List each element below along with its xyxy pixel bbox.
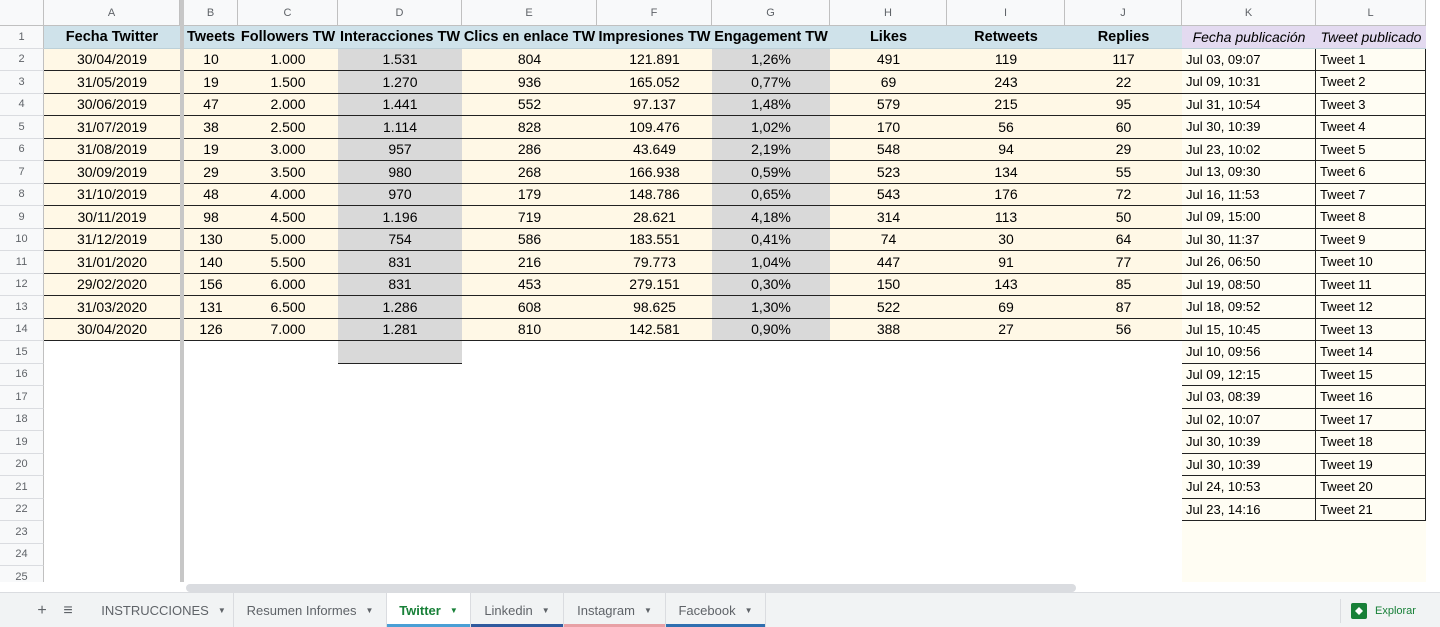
header-cell[interactable]: Fecha Twitter	[44, 26, 180, 49]
data-cell[interactable]: 77	[1065, 251, 1182, 274]
data-cell[interactable]: 29	[184, 161, 238, 184]
sheet-tab-facebook[interactable]	[666, 593, 766, 627]
data-cell[interactable]: 0,59%	[712, 161, 830, 184]
data-cell[interactable]: 47	[184, 94, 238, 117]
data-cell[interactable]: 31/08/2019	[44, 139, 180, 162]
column-header-c[interactable]: C	[238, 0, 338, 26]
data-cell[interactable]: 29/02/2020	[44, 274, 180, 297]
tweet-name-cell[interactable]: Tweet 10	[1316, 251, 1426, 274]
tab-menu-caret-icon[interactable]: ▼	[643, 606, 652, 615]
tweet-date-cell[interactable]: Jul 09, 10:31	[1182, 71, 1316, 94]
data-cell[interactable]: 98.625	[597, 296, 712, 319]
row-header[interactable]: 25	[0, 566, 44, 582]
row-header[interactable]: 20	[0, 454, 44, 477]
data-cell[interactable]: 148.786	[597, 184, 712, 207]
data-cell[interactable]: 491	[830, 49, 947, 72]
row-header[interactable]: 17	[0, 386, 44, 409]
column-header-j[interactable]: J	[1065, 0, 1182, 26]
select-all-corner[interactable]	[0, 0, 44, 26]
data-cell[interactable]: 30/11/2019	[44, 206, 180, 229]
data-cell[interactable]: 69	[947, 296, 1065, 319]
sheet-tab-instagram[interactable]	[564, 593, 666, 627]
data-cell[interactable]: 1,30%	[712, 296, 830, 319]
tweet-date-cell[interactable]: Jul 15, 10:45	[1182, 319, 1316, 342]
tweet-name-cell[interactable]: Tweet 17	[1316, 409, 1426, 432]
data-cell[interactable]: 140	[184, 251, 238, 274]
data-cell[interactable]: 30/09/2019	[44, 161, 180, 184]
tweet-name-cell[interactable]: Tweet 11	[1316, 274, 1426, 297]
tab-menu-caret-icon[interactable]: ▼	[541, 606, 550, 615]
data-cell[interactable]: 29	[1065, 139, 1182, 162]
sheet-tab-label: Linkedin	[484, 603, 533, 618]
tweet-name-cell[interactable]: Tweet 20	[1316, 476, 1426, 499]
tweet-name-cell[interactable]: Tweet 1	[1316, 49, 1426, 72]
row-header[interactable]: 18	[0, 409, 44, 432]
data-cell[interactable]: 523	[830, 161, 947, 184]
tab-menu-caret-icon[interactable]: ▼	[217, 606, 226, 615]
data-cell[interactable]: 134	[947, 161, 1065, 184]
data-cell[interactable]: 1.531	[338, 49, 462, 72]
data-cell[interactable]: 0,90%	[712, 319, 830, 342]
sheet-tab-label: Twitter	[399, 603, 441, 618]
tweet-name-cell[interactable]: Tweet 3	[1316, 94, 1426, 117]
data-cell[interactable]: 72	[1065, 184, 1182, 207]
tweet-name-cell[interactable]: Tweet 15	[1316, 364, 1426, 387]
tweet-date-cell[interactable]: Jul 23, 14:16	[1182, 499, 1316, 522]
tweet-name-cell[interactable]: Tweet 6	[1316, 161, 1426, 184]
data-cell[interactable]: 5.500	[238, 251, 338, 274]
frozen-column-divider[interactable]	[180, 0, 184, 582]
row-header[interactable]: 6	[0, 139, 44, 162]
data-cell[interactable]: 143	[947, 274, 1065, 297]
data-cell[interactable]: 31/07/2019	[44, 116, 180, 139]
data-cell[interactable]: 183.551	[597, 229, 712, 252]
data-cell[interactable]: 522	[830, 296, 947, 319]
tweet-date-cell[interactable]: Jul 03, 09:07	[1182, 49, 1316, 72]
data-cell[interactable]: 0,30%	[712, 274, 830, 297]
tweet-date-cell[interactable]: Jul 30, 10:39	[1182, 454, 1316, 477]
data-cell[interactable]: 4.000	[238, 184, 338, 207]
data-cell[interactable]: 22	[1065, 71, 1182, 94]
data-cell[interactable]: 95	[1065, 94, 1182, 117]
header-cell[interactable]: Likes	[830, 26, 947, 49]
data-cell[interactable]: 548	[830, 139, 947, 162]
data-cell[interactable]: 113	[947, 206, 1065, 229]
row-header[interactable]: 11	[0, 251, 44, 274]
column-header-l[interactable]: L	[1316, 0, 1426, 26]
header-cell[interactable]: Tweet publicado	[1316, 26, 1426, 49]
tab-menu-caret-icon[interactable]: ▼	[744, 606, 753, 615]
data-cell[interactable]: 447	[830, 251, 947, 274]
data-cell[interactable]: 121.891	[597, 49, 712, 72]
row-header[interactable]: 10	[0, 229, 44, 252]
data-cell[interactable]: 1.286	[338, 296, 462, 319]
data-cell[interactable]: 91	[947, 251, 1065, 274]
data-cell[interactable]: 50	[1065, 206, 1182, 229]
data-cell[interactable]: 4.500	[238, 206, 338, 229]
tweet-date-cell[interactable]: Jul 18, 09:52	[1182, 296, 1316, 319]
data-cell[interactable]: 170	[830, 116, 947, 139]
data-cell[interactable]: 2,19%	[712, 139, 830, 162]
data-cell[interactable]: 130	[184, 229, 238, 252]
row-header[interactable]: 7	[0, 161, 44, 184]
data-cell[interactable]: 586	[462, 229, 597, 252]
tweet-name-cell[interactable]: Tweet 12	[1316, 296, 1426, 319]
header-cell[interactable]: Impresiones TW	[597, 26, 712, 49]
data-cell[interactable]: 1,02%	[712, 116, 830, 139]
data-cell[interactable]: 1,04%	[712, 251, 830, 274]
data-cell[interactable]: 243	[947, 71, 1065, 94]
data-cell[interactable]: 552	[462, 94, 597, 117]
data-cell[interactable]: 1,26%	[712, 49, 830, 72]
data-cell[interactable]: 85	[1065, 274, 1182, 297]
data-cell[interactable]: 6.500	[238, 296, 338, 319]
tweet-name-cell[interactable]: Tweet 4	[1316, 116, 1426, 139]
sheet-tab-instrucciones[interactable]	[94, 593, 234, 627]
tweet-name-cell[interactable]: Tweet 7	[1316, 184, 1426, 207]
tweet-date-cell[interactable]: Jul 19, 08:50	[1182, 274, 1316, 297]
row-header[interactable]: 21	[0, 476, 44, 499]
data-cell[interactable]: 216	[462, 251, 597, 274]
column-header-k[interactable]: K	[1182, 0, 1316, 26]
data-cell[interactable]: 453	[462, 274, 597, 297]
data-cell[interactable]: 5.000	[238, 229, 338, 252]
header-cell[interactable]: Engagement TW	[712, 26, 830, 49]
data-cell[interactable]: 142.581	[597, 319, 712, 342]
data-cell[interactable]: 810	[462, 319, 597, 342]
data-cell[interactable]: 3.500	[238, 161, 338, 184]
tweet-date-cell[interactable]: Jul 24, 10:53	[1182, 476, 1316, 499]
data-cell[interactable]: 150	[830, 274, 947, 297]
data-cell[interactable]: 19	[184, 71, 238, 94]
data-cell[interactable]: 56	[1065, 319, 1182, 342]
data-cell[interactable]: 60	[1065, 116, 1182, 139]
data-cell[interactable]: 936	[462, 71, 597, 94]
data-cell[interactable]: 388	[830, 319, 947, 342]
data-cell[interactable]: 98	[184, 206, 238, 229]
data-cell[interactable]: 97.137	[597, 94, 712, 117]
row-header[interactable]: 16	[0, 364, 44, 387]
data-cell[interactable]: 2.500	[238, 116, 338, 139]
data-cell[interactable]: 1,48%	[712, 94, 830, 117]
data-cell[interactable]: 30	[947, 229, 1065, 252]
data-cell[interactable]: 1.270	[338, 71, 462, 94]
row-header[interactable]: 3	[0, 71, 44, 94]
data-cell[interactable]: 87	[1065, 296, 1182, 319]
sheet-tab-twitter[interactable]	[387, 593, 471, 627]
data-cell[interactable]: 176	[947, 184, 1065, 207]
data-cell[interactable]: 828	[462, 116, 597, 139]
data-cell[interactable]: 4,18%	[712, 206, 830, 229]
data-cell[interactable]: 0,41%	[712, 229, 830, 252]
data-cell[interactable]: 1.281	[338, 319, 462, 342]
data-cell[interactable]: 215	[947, 94, 1065, 117]
row-header[interactable]: 24	[0, 544, 44, 567]
data-cell[interactable]: 55	[1065, 161, 1182, 184]
tweet-date-cell[interactable]: Jul 26, 06:50	[1182, 251, 1316, 274]
data-cell[interactable]: 10	[184, 49, 238, 72]
data-cell[interactable]: 1.000	[238, 49, 338, 72]
tweet-date-cell[interactable]: Jul 02, 10:07	[1182, 409, 1316, 432]
header-cell[interactable]: Clics en enlace TW	[462, 26, 597, 49]
data-cell[interactable]: 980	[338, 161, 462, 184]
data-cell[interactable]: 957	[338, 139, 462, 162]
row-header[interactable]: 19	[0, 431, 44, 454]
data-cell[interactable]: 31/03/2020	[44, 296, 180, 319]
data-cell[interactable]: 30/06/2019	[44, 94, 180, 117]
data-cell[interactable]: 28.621	[597, 206, 712, 229]
tweet-date-cell[interactable]: Jul 23, 10:02	[1182, 139, 1316, 162]
tab-menu-caret-icon[interactable]: ▼	[449, 606, 458, 615]
data-cell[interactable]: 0,65%	[712, 184, 830, 207]
data-cell[interactable]: 286	[462, 139, 597, 162]
explore-icon	[1351, 603, 1367, 619]
data-cell[interactable]: 31/12/2019	[44, 229, 180, 252]
data-cell[interactable]: 166.938	[597, 161, 712, 184]
explore-label: Explorar	[1375, 605, 1416, 617]
sheet-tab-label: Resumen Informes	[246, 603, 357, 618]
data-cell[interactable]: 179	[462, 184, 597, 207]
data-cell[interactable]: 56	[947, 116, 1065, 139]
data-cell[interactable]: 1.114	[338, 116, 462, 139]
tweet-date-cell[interactable]: Jul 10, 09:56	[1182, 341, 1316, 364]
sheet-tab-label: Facebook	[678, 603, 736, 618]
data-cell[interactable]: 30/04/2020	[44, 319, 180, 342]
tab-menu-caret-icon[interactable]: ▼	[365, 606, 374, 615]
tweet-date-cell[interactable]: Jul 13, 09:30	[1182, 161, 1316, 184]
all-sheets-icon[interactable]: ≡	[63, 602, 73, 619]
sheet-tab-label: Instagram	[577, 603, 635, 618]
sheet-tab-resumen-informes[interactable]	[234, 593, 387, 627]
row-header[interactable]: 8	[0, 184, 44, 207]
tweet-name-cell[interactable]: Tweet 2	[1316, 71, 1426, 94]
data-cell[interactable]: 165.052	[597, 71, 712, 94]
tweet-name-cell[interactable]: Tweet 16	[1316, 386, 1426, 409]
column-header-g[interactable]: G	[712, 0, 830, 26]
data-cell[interactable]: 6.000	[238, 274, 338, 297]
data-cell[interactable]: 27	[947, 319, 1065, 342]
data-cell[interactable]: 279.151	[597, 274, 712, 297]
data-cell[interactable]: 43.649	[597, 139, 712, 162]
header-cell[interactable]: Followers TW	[238, 26, 338, 49]
tweet-name-cell[interactable]: Tweet 8	[1316, 206, 1426, 229]
data-cell[interactable]: 608	[462, 296, 597, 319]
row-header[interactable]: 13	[0, 296, 44, 319]
row-header[interactable]: 23	[0, 521, 44, 544]
header-cell[interactable]: Retweets	[947, 26, 1065, 49]
column-header-d[interactable]: D	[338, 0, 462, 26]
row-header[interactable]: 4	[0, 94, 44, 117]
data-cell[interactable]: 30/04/2019	[44, 49, 180, 72]
add-sheet-icon[interactable]: +	[37, 602, 47, 619]
row-header[interactable]: 14	[0, 319, 44, 342]
data-cell[interactable]: 2.000	[238, 94, 338, 117]
data-cell[interactable]: 0,77%	[712, 71, 830, 94]
data-cell[interactable]: 64	[1065, 229, 1182, 252]
row-header[interactable]: 1	[0, 26, 44, 49]
explore-button[interactable]	[1340, 599, 1428, 623]
data-cell[interactable]: 126	[184, 319, 238, 342]
row-header[interactable]: 2	[0, 49, 44, 72]
tweet-date-cell[interactable]: Jul 30, 11:37	[1182, 229, 1316, 252]
column-header-a[interactable]: A	[44, 0, 180, 26]
row-header[interactable]: 5	[0, 116, 44, 139]
data-cell[interactable]: 268	[462, 161, 597, 184]
column-header-i[interactable]: I	[947, 0, 1065, 26]
data-cell[interactable]: 117	[1065, 49, 1182, 72]
header-cell[interactable]: Interacciones TW	[338, 26, 462, 49]
data-cell[interactable]: 119	[947, 49, 1065, 72]
column-header-b[interactable]: B	[184, 0, 238, 26]
data-cell[interactable]: 804	[462, 49, 597, 72]
data-cell[interactable]: 38	[184, 116, 238, 139]
data-cell[interactable]: 831	[338, 251, 462, 274]
data-cell[interactable]: 79.773	[597, 251, 712, 274]
sheet-tab-linkedin[interactable]	[471, 593, 564, 627]
tweet-name-cell[interactable]: Tweet 18	[1316, 431, 1426, 454]
data-cell[interactable]: 719	[462, 206, 597, 229]
data-cell[interactable]: 7.000	[238, 319, 338, 342]
header-cell[interactable]: Fecha publicación	[1182, 26, 1316, 49]
data-cell[interactable]: 1.441	[338, 94, 462, 117]
data-cell[interactable]: 31/10/2019	[44, 184, 180, 207]
data-cell[interactable]: 314	[830, 206, 947, 229]
row-header[interactable]: 12	[0, 274, 44, 297]
data-cell[interactable]: 1.196	[338, 206, 462, 229]
tweet-date-cell[interactable]: Jul 31, 10:54	[1182, 94, 1316, 117]
tweet-date-cell[interactable]: Jul 09, 12:15	[1182, 364, 1316, 387]
data-cell[interactable]: 131	[184, 296, 238, 319]
column-header-h[interactable]: H	[830, 0, 947, 26]
tweet-date-cell[interactable]: Jul 30, 10:39	[1182, 431, 1316, 454]
row-header[interactable]: 22	[0, 499, 44, 522]
column-header-f[interactable]: F	[597, 0, 712, 26]
data-cell[interactable]: 1.500	[238, 71, 338, 94]
sheet-tab-bar	[0, 592, 1440, 627]
tweet-name-cell[interactable]: Tweet 5	[1316, 139, 1426, 162]
data-cell[interactable]: 831	[338, 274, 462, 297]
tweet-date-cell[interactable]: Jul 30, 10:39	[1182, 116, 1316, 139]
data-cell[interactable]: 156	[184, 274, 238, 297]
data-cell[interactable]: 94	[947, 139, 1065, 162]
data-cell[interactable]: 3.000	[238, 139, 338, 162]
tweet-name-cell[interactable]: Tweet 13	[1316, 319, 1426, 342]
data-cell[interactable]: 579	[830, 94, 947, 117]
header-cell[interactable]: Tweets	[184, 26, 238, 49]
tweet-name-cell[interactable]: Tweet 19	[1316, 454, 1426, 477]
data-cell[interactable]: 19	[184, 139, 238, 162]
tweet-date-cell[interactable]: Jul 16, 11:53	[1182, 184, 1316, 207]
data-cell[interactable]: 31/01/2020	[44, 251, 180, 274]
data-cell[interactable]: 74	[830, 229, 947, 252]
data-cell[interactable]: 69	[830, 71, 947, 94]
sheet-tab-label: INSTRUCCIONES	[101, 603, 209, 618]
data-cell[interactable]: 970	[338, 184, 462, 207]
tweet-name-cell[interactable]: Tweet 21	[1316, 499, 1426, 522]
tweet-date-cell[interactable]: Jul 09, 15:00	[1182, 206, 1316, 229]
tweet-name-cell[interactable]: Tweet 14	[1316, 341, 1426, 364]
horizontal-scrollbar[interactable]	[186, 584, 1076, 592]
row-header[interactable]: 9	[0, 206, 44, 229]
tweet-name-cell[interactable]: Tweet 9	[1316, 229, 1426, 252]
row-header[interactable]: 15	[0, 341, 44, 364]
data-cell[interactable]: 109.476	[597, 116, 712, 139]
data-cell[interactable]: 754	[338, 229, 462, 252]
column-header-e[interactable]: E	[462, 0, 597, 26]
data-cell[interactable]: 48	[184, 184, 238, 207]
tweet-date-cell[interactable]: Jul 03, 08:39	[1182, 386, 1316, 409]
header-cell[interactable]: Replies	[1065, 26, 1182, 49]
data-cell[interactable]: 543	[830, 184, 947, 207]
data-cell[interactable]: 31/05/2019	[44, 71, 180, 94]
empty-gray-cell[interactable]	[338, 341, 462, 364]
